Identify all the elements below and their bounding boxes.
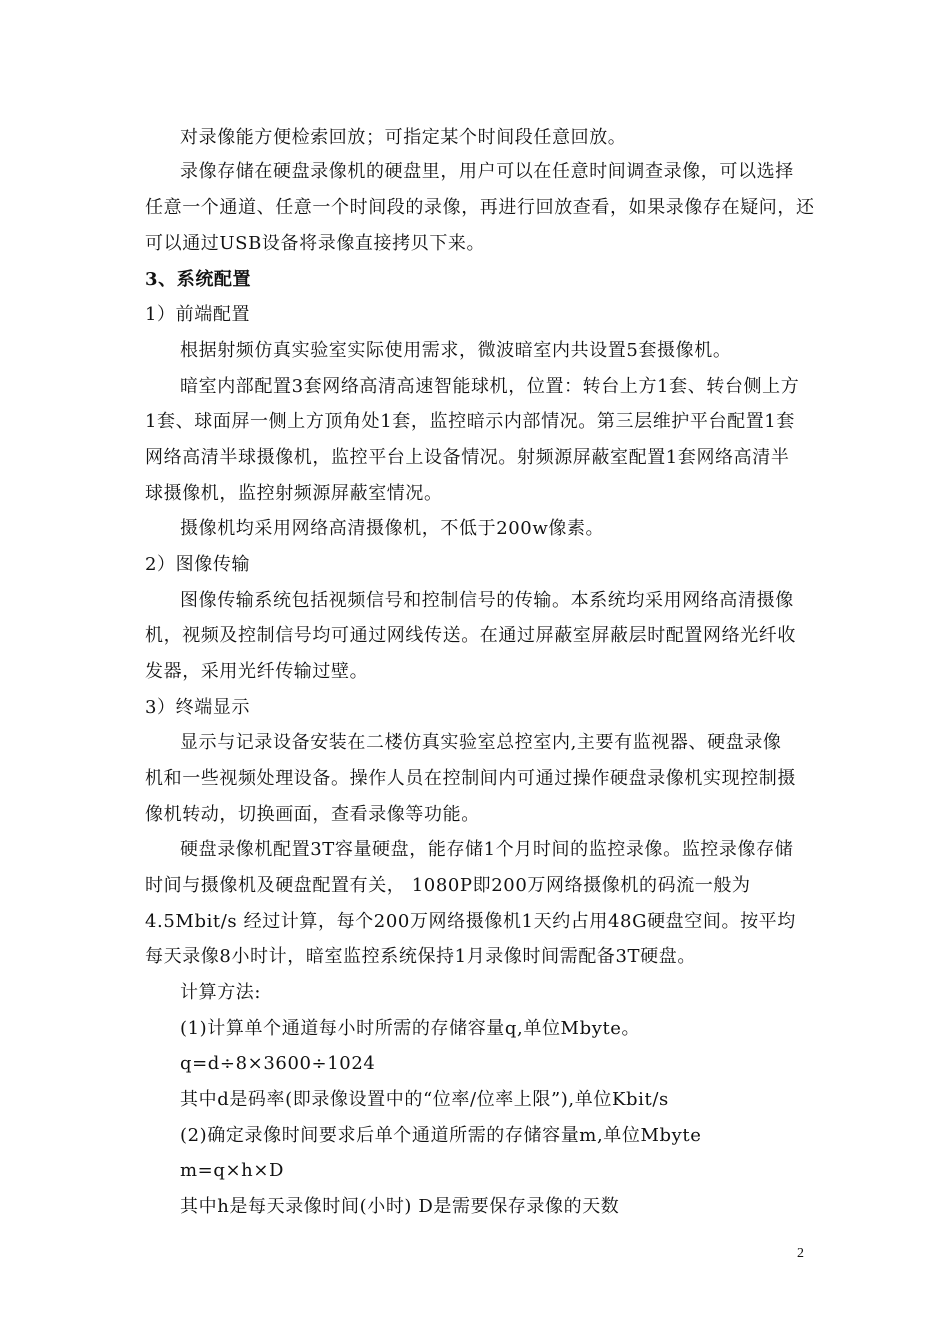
paragraph-line: 球摄像机，监控射频源屏蔽室情况。 xyxy=(145,483,443,504)
paragraph-line: 可以通过USB设备将录像直接拷贝下来。 xyxy=(145,233,486,254)
paragraph-line: 像机转动，切换画面，查看录像等功能。 xyxy=(145,804,480,825)
subsection-heading: 2）图像传输 xyxy=(145,554,251,575)
paragraph-line: (1)计算单个通道每小时所需的存储容量q,单位Mbyte。 xyxy=(180,1018,641,1039)
paragraph-line: 录像存储在硬盘录像机的硬盘里，用户可以在任意时间调查录像，可以选择 xyxy=(180,161,794,182)
paragraph-line: 硬盘录像机配置3T容量硬盘，能存储1个月时间的监控录像。监控录像存储 xyxy=(180,839,794,860)
paragraph-line: 发器，采用光纤传输过壁。 xyxy=(145,661,369,682)
paragraph-line: 机和一些视频处理设备。操作人员在控制间内可通过操作硬盘录像机实现控制摄 xyxy=(145,768,796,789)
paragraph-line: 显示与记录设备安装在二楼仿真实验室总控室内,主要有监视器、硬盘录像 xyxy=(180,732,782,753)
paragraph-line: 对录像能方便检索回放；可指定某个时间段任意回放。 xyxy=(180,127,627,148)
paragraph-line: 1套、球面屏一侧上方顶角处1套，监控暗示内部情况。第三层维护平台配置1套 xyxy=(145,411,795,432)
paragraph-line: 图像传输系统包括视频信号和控制信号的传输。本系统均采用网络高清摄像 xyxy=(180,590,794,611)
formula-line: q=d÷8×3600÷1024 xyxy=(180,1053,376,1074)
paragraph-line: 每天录像8小时计，暗室监控系统保持1月录像时间需配备3T硬盘。 xyxy=(145,946,696,967)
paragraph-line: 暗室内部配置3套网络高清高速智能球机，位置：转台上方1套、转台侧上方 xyxy=(180,376,800,397)
paragraph-line: 摄像机均采用网络高清摄像机，不低于200w像素。 xyxy=(180,518,605,539)
formula-line: m=q×h×D xyxy=(180,1160,285,1181)
subsection-heading: 1）前端配置 xyxy=(145,304,251,325)
paragraph-line: 计算方法: xyxy=(180,982,262,1003)
paragraph-line: 网络高清半球摄像机，监控平台上设备情况。射频源屏蔽室配置1套网络高清半 xyxy=(145,447,790,468)
paragraph-line: 机，视频及控制信号均可通过网线传送。在通过屏蔽室屏蔽层时配置网络光纤收 xyxy=(145,625,796,646)
page-number: 2 xyxy=(797,1246,804,1261)
paragraph-line: 时间与摄像机及硬盘配置有关， 1080P即200万网络摄像机的码流一般为 xyxy=(145,875,751,896)
paragraph-line: 根据射频仿真实验室实际使用需求，微波暗室内共设置5套摄像机。 xyxy=(180,340,732,361)
paragraph-line: (2)确定录像时间要求后单个通道所需的存储容量m,单位Mbyte xyxy=(180,1125,702,1146)
paragraph-line: 4.5Mbit/s 经过计算，每个200万网络摄像机1天约占用48G硬盘空间。按平均 xyxy=(145,911,796,932)
paragraph-line: 任意一个通道、任意一个时间段的录像，再进行回放查看，如果录像存在疑问，还 xyxy=(145,197,815,218)
paragraph-line: 其中d是码率(即录像设置中的“位率/位率上限”),单位Kbit/s xyxy=(180,1089,669,1110)
paragraph-line: 其中h是每天录像时间(小时) D是需要保存录像的天数 xyxy=(180,1196,620,1217)
section-heading: 3、系统配置 xyxy=(145,269,252,290)
subsection-heading: 3）终端显示 xyxy=(145,697,251,718)
